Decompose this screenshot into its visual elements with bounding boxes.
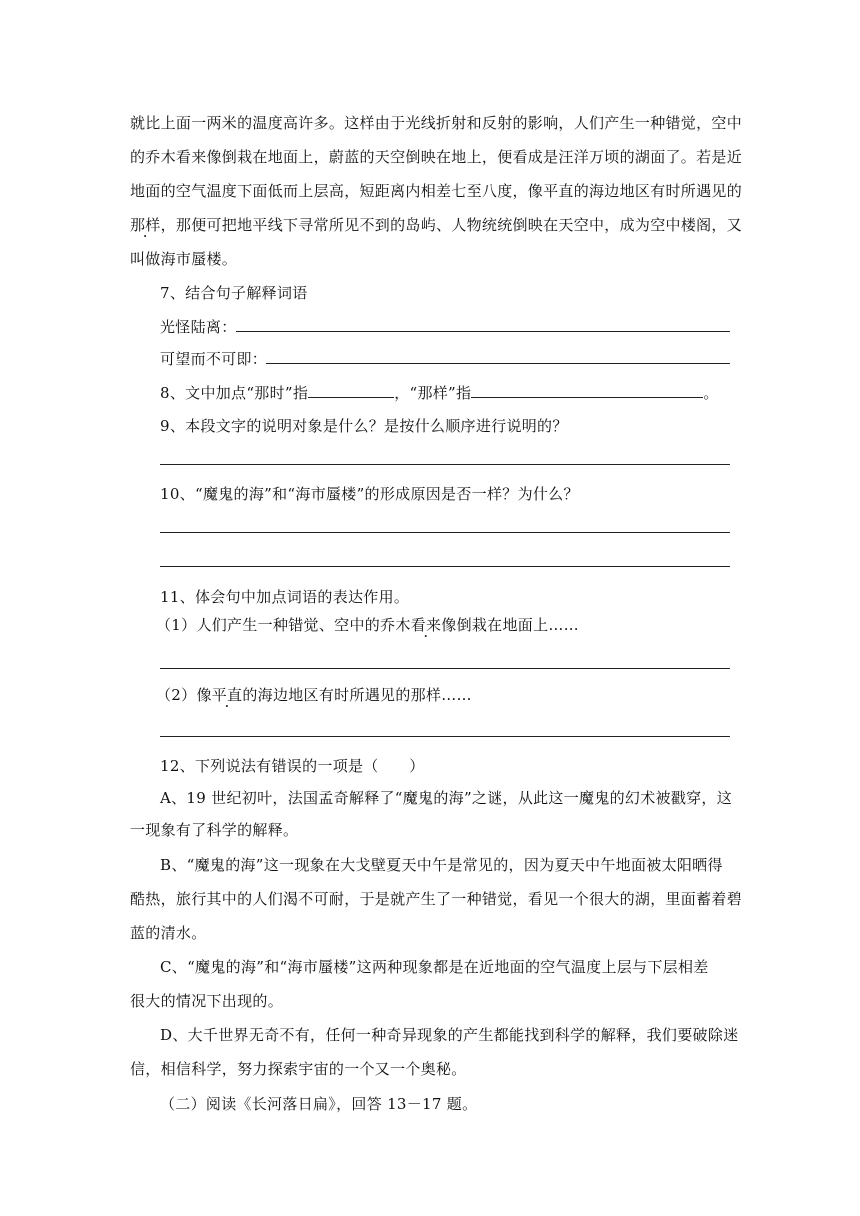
option-b-line-2: 酷热，旅行其中的人们渴不可耐，于是就产生了一种错觉，看见一个很大的湖，里面蓄着碧 [130,890,743,908]
q8-blank-1[interactable] [308,383,394,398]
q9-answer-line[interactable] [160,464,730,465]
option-c-line-1: C、“魔鬼的海”和“海市蜃楼”这两种现象都是在近地面的空气温度上层与下层相差 [160,958,709,976]
passage-line-4-rest: ，那便可把地平线下寻常所见不到的岛屿、人物统统倒映在天空中，成为空中楼阁，又 [160,216,743,234]
question-8 [160,383,719,403]
dotted-word-kanlai: 看来 [410,616,442,634]
option-d-line-2: 信，相信科学，努力探索宇宙的一个又一个奥秘。 [130,1060,467,1078]
passage-line-1: 就比上面一两米的温度高许多。这样由于光线折射和反射的影响，人们产生一种错觉，空中 [130,114,743,132]
question-11: 11、体会句中加点词语的表达作用。 [160,588,410,606]
question-7: 7、结合句子解释词语 [160,284,308,302]
q7-term-2-row [160,349,267,369]
q11-answer-line-1[interactable] [160,668,730,669]
q11-s2-post: 的海边地区有时所遇见的那样…… [242,686,472,704]
question-9: 9、本段文字的说明对象是什么？是按什么顺序进行说明的？ [160,417,568,435]
section-2-heading: （二）阅读《长河落日扁》，回答 13－17 题。 [160,1095,478,1113]
option-b-line-1: B、“魔鬼的海”这一现象在大戈壁夏天中午是常见的，因为夏天中午地面被太阳晒得 [160,856,723,874]
q7-term-1: 光怪陆离： [160,318,237,336]
q11-sentence-1 [156,615,579,635]
q7-term-2: 可望而不可即： [160,350,268,368]
option-b-line-3: 蓝的清水。 [130,924,207,942]
q8-end: 。 [703,384,719,402]
dotted-word-nayang: 那样 [130,216,161,234]
option-a-line-1: A、19 世纪初叶，法国孟奇解释了“魔鬼的海”之谜，从此这一魔鬼的幻术被戳穿，这 [160,789,733,807]
question-12: 12、下列说法有错误的一项是（ ） [160,757,425,775]
passage-line-4 [130,215,742,235]
option-d-line-1: D、大千世界无奇不有，任何一种奇异现象的产生都能找到科学的解释，我们要破除迷 [160,1026,739,1044]
dotted-word-pingzhi: 平直 [211,686,243,704]
q8-part-1: 8、文中加点“那时”指 [160,384,309,402]
q10-answer-line-1[interactable] [160,532,730,533]
option-c-line-2: 很大的情况下出现的。 [130,992,284,1010]
q8-blank-2[interactable] [471,383,703,398]
question-10: 10、“魔鬼的海”和“海市蜃楼”的形成原因是否一样？为什么？ [160,485,579,503]
q11-sentence-2 [156,685,472,705]
passage-line-2: 的乔木看来像倒栽在地面上，蔚蓝的天空倒映在地上，便看成是汪洋万顷的湖面了。若是近 [130,148,743,166]
option-a-line-2: 一现象有了科学的解释。 [130,821,299,839]
q7-answer-line-2[interactable] [266,363,730,364]
passage-line-5: 叫做海市蜃楼。 [130,250,238,268]
passage-line-3: 地面的空气温度下面低而上层高，短距离内相差七至八度，像平直的海边地区有时所遇见的 [130,182,743,200]
q8-part-2: ，“那样”指 [394,384,472,402]
q11-s1-pre: （1）人们产生一种错觉、空中的乔木 [156,616,411,634]
q11-s2-pre: （2）像 [156,686,212,704]
q7-term-1-row [160,317,237,337]
q7-answer-line-1[interactable] [236,331,730,332]
q10-answer-line-2[interactable] [160,566,730,567]
q11-s1-post: 像倒栽在地面上…… [441,616,579,634]
q11-answer-line-2[interactable] [160,736,730,737]
